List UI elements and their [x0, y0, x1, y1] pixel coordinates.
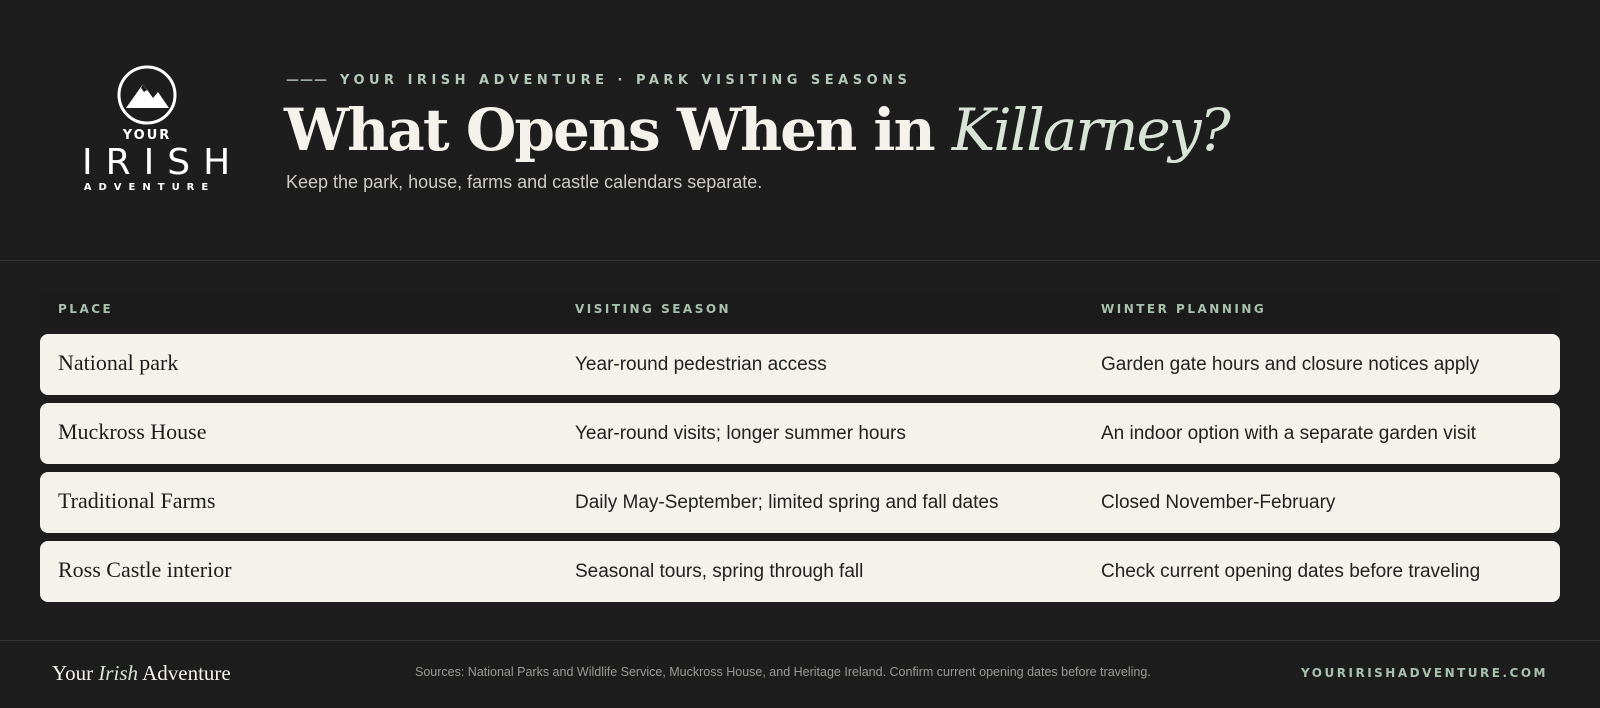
- cell-visiting-season: Year-round visits; longer summer hours: [575, 423, 906, 444]
- table-row: [40, 472, 1560, 533]
- logo-text-irish: IRISH: [82, 142, 244, 183]
- column-header-winter-planning: WINTER PLANNING: [1101, 302, 1267, 316]
- footer-brand-post: Adventure: [142, 661, 231, 685]
- eyebrow-dashes: ———: [286, 73, 328, 88]
- page-header: [0, 0, 1600, 260]
- cell-place: Ross Castle interior: [58, 557, 232, 582]
- cell-place: National park: [58, 350, 179, 375]
- footer-brand-pre: Your: [52, 661, 94, 685]
- cell-visiting-season: Seasonal tours, spring through fall: [575, 561, 864, 582]
- footer-divider: [0, 640, 1600, 641]
- logo-text-adventure: ADVENTURE: [83, 182, 216, 193]
- brand-logo[interactable]: [72, 64, 244, 194]
- cell-winter-planning: Check current opening dates before traveling: [1101, 561, 1481, 582]
- mountain-circle-icon: [116, 64, 178, 126]
- cell-winter-planning: Garden gate hours and closure notices apply: [1101, 354, 1480, 375]
- logo-text-your: YOUR: [122, 128, 172, 143]
- cell-place: Traditional Farms: [58, 488, 216, 513]
- column-header-place: PLACE: [58, 302, 114, 316]
- table-row: [40, 403, 1560, 464]
- header-divider: [0, 260, 1600, 261]
- footer-url-link[interactable]: YOURIRISHADVENTURE.COM: [1301, 666, 1548, 680]
- cell-visiting-season: Year-round pedestrian access: [575, 354, 827, 375]
- table-header: [40, 293, 1560, 325]
- eyebrow-text: YOUR IRISH ADVENTURE · PARK VISITING SEASONS: [340, 73, 912, 88]
- page-title: [284, 90, 1229, 170]
- cell-winter-planning: Closed November-February: [1101, 492, 1336, 513]
- cell-place: Muckross House: [58, 419, 207, 444]
- page-subtitle: Keep the park, house, farms and castle calendars separate.: [286, 172, 763, 192]
- cell-winter-planning: An indoor option with a separate garden visit: [1101, 423, 1476, 444]
- footer-brand[interactable]: [52, 661, 231, 686]
- cell-visiting-season: Daily May-September; limited spring and fall dates: [575, 492, 999, 513]
- title-main: What Opens When in: [284, 96, 934, 164]
- eyebrow-label: [286, 73, 911, 88]
- footer-brand-accent: Irish: [98, 661, 138, 685]
- footer-sources: Sources: National Parks and Wildlife Service, Muckross House, and Heritage Ireland. Confirm current opening dates before traveling.: [415, 665, 1151, 679]
- column-header-visiting-season: VISITING SEASON: [575, 302, 732, 316]
- table-row: [40, 334, 1560, 395]
- title-accent: Killarney?: [951, 96, 1229, 164]
- table-row: [40, 541, 1560, 602]
